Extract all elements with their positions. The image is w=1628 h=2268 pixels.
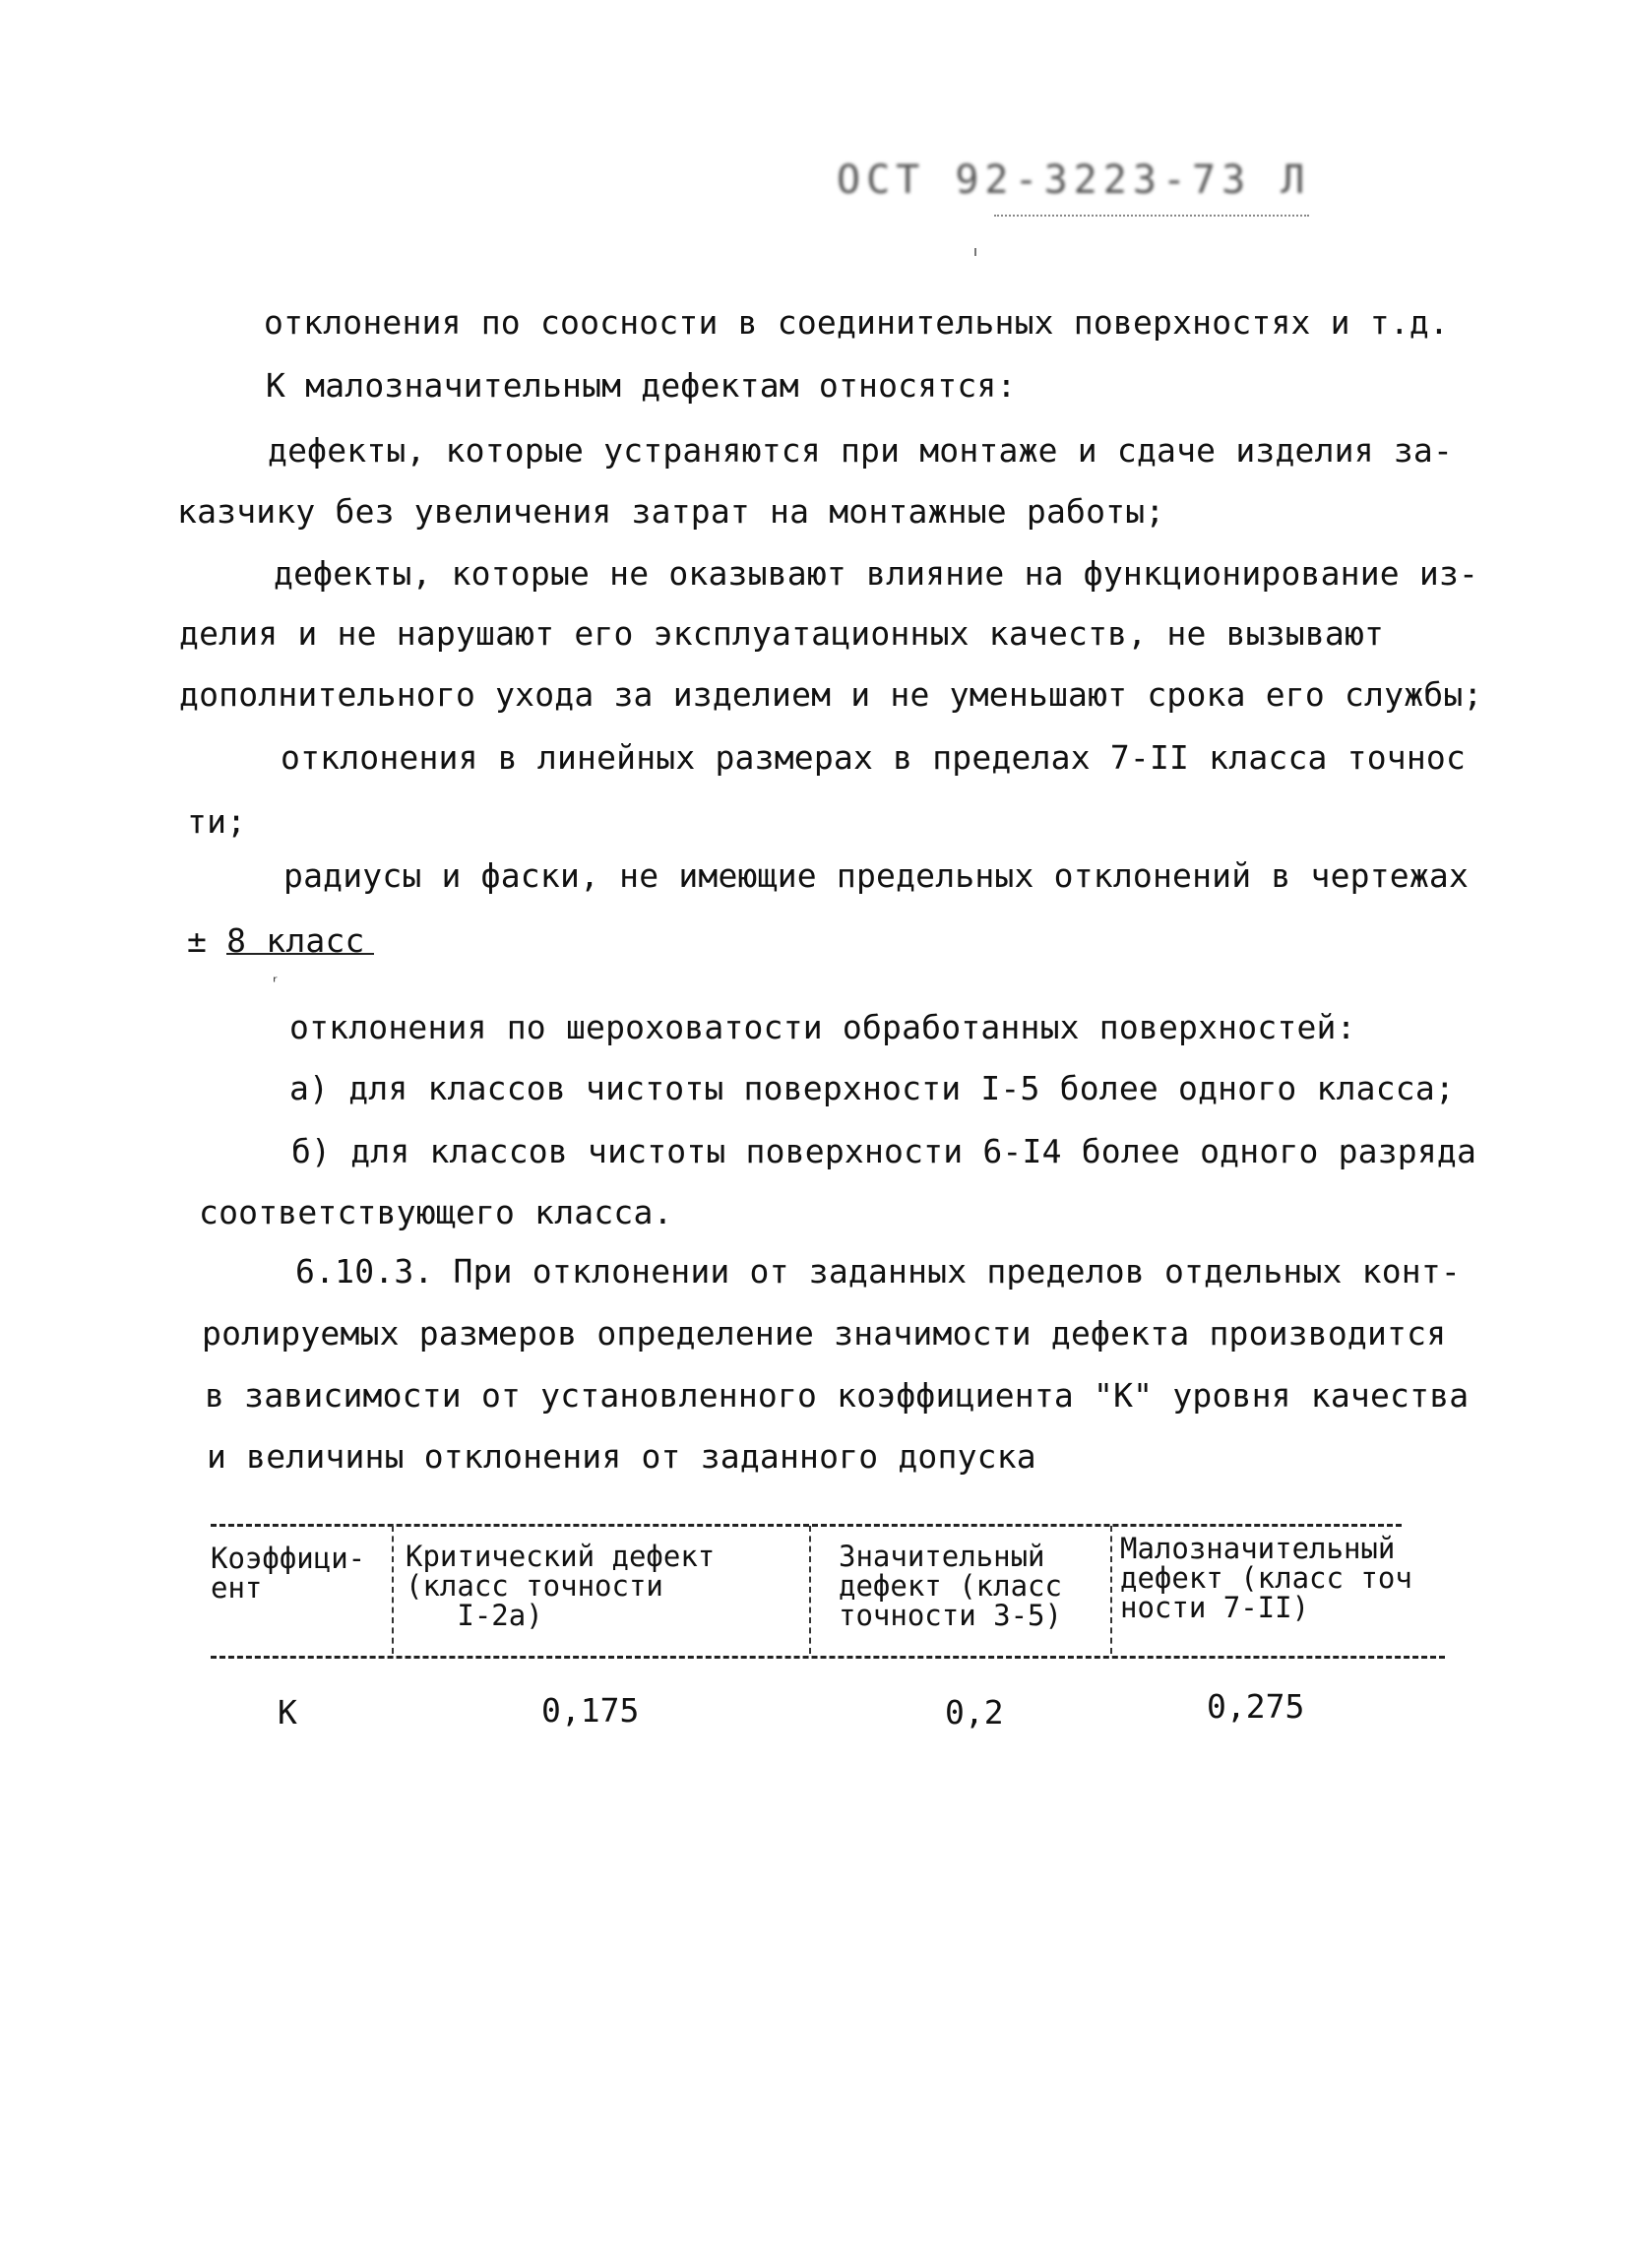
table-column-divider (809, 1526, 811, 1654)
document-code: ОСТ 92-3223-73 Л (837, 158, 1311, 203)
column-header-critical: Критический дефект (класс точности I-2а) (406, 1540, 716, 1632)
text-line: дефекты, которые устраняются при монтаже и сдаче изделия за- (268, 431, 1454, 470)
text-line: делия и не нарушают его эксплуатационных качеств, не вызывают (179, 614, 1385, 653)
column-header-coefficient: Коэффици- ент (211, 1542, 366, 1605)
text-line: ти; (187, 802, 247, 841)
text-line: дополнительного ухода за изделием и не уменьшают срока его службы; (179, 675, 1483, 714)
column-header-minor: Малозначительный дефект (класс точ ности 7-II) (1120, 1532, 1412, 1624)
column-header-significant: Значительный дефект (класс точности 3-5) (839, 1540, 1062, 1632)
table-header-rule (211, 1656, 1445, 1659)
text-line: дефекты, которые не оказывают влияние на функционирование из- (274, 554, 1479, 593)
tolerance-class-line: ± 8 класс (187, 921, 365, 960)
table-cell-critical: 0,175 (541, 1691, 640, 1730)
table-cell-minor: 0,275 (1207, 1687, 1305, 1726)
text-line: отклонения по шероховатости обработанных поверхностей: (289, 1008, 1356, 1046)
text-line: и величины отклонения от заданного допуска (207, 1437, 1036, 1476)
text-line: казчику без увеличения затрат на монтажные работы; (177, 492, 1165, 531)
text-line: а) для классов чистоты поверхности I-5 более одного класса; (289, 1069, 1455, 1107)
text-line: радиусы и фаски, не имеющие предельных отклонений в чертежах (283, 856, 1470, 895)
table-cell-coefficient: К (278, 1693, 297, 1732)
tick-mark (974, 248, 976, 256)
text-line: соответствующего класса. (199, 1193, 673, 1231)
text-line: в зависимости от установленного коэффициента "К" уровня качества (205, 1376, 1470, 1415)
text-line: К малозначительным дефектам относятся: (266, 366, 1017, 405)
table-column-divider (392, 1526, 394, 1654)
text-line: ролируемых размеров определение значимости дефекта производится (202, 1314, 1447, 1353)
text-line: б) для классов чистоты поверхности 6-I4 более одного разряда (291, 1132, 1477, 1170)
text-line: 6.10.3. При отклонении от заданных пределов отдельных конт- (295, 1252, 1461, 1291)
table-column-divider (1110, 1526, 1112, 1654)
table-cell-significant: 0,2 (945, 1693, 1004, 1732)
text-line: отклонения по соосности в соединительных поверхностях и т.д. (264, 303, 1450, 342)
document-code-underline (994, 215, 1309, 217)
text-line: отклонения в линейных размерах в пределах 7-II класса точнос (281, 738, 1467, 777)
tolerance-underline (226, 953, 374, 955)
small-mark: ʳ (271, 973, 281, 991)
table-top-rule (211, 1524, 1402, 1527)
